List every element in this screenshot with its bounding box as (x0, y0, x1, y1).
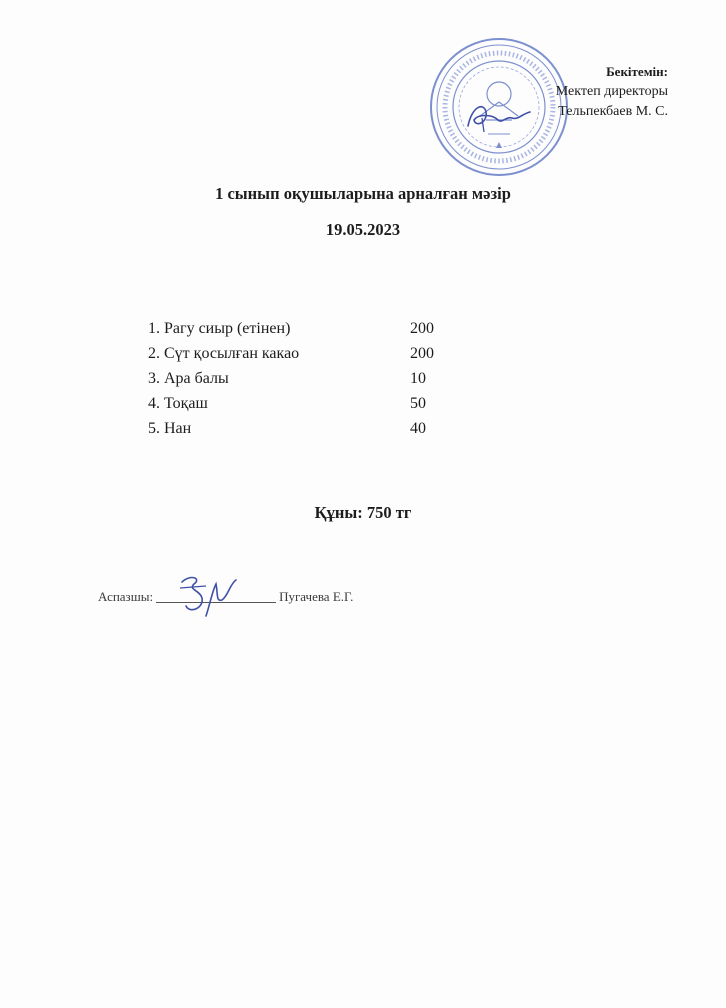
menu-item-qty: 200 (410, 345, 434, 362)
document-date: 19.05.2023 (325, 220, 401, 239)
approval-heading: Бекітемін: (606, 64, 668, 79)
menu-item-qty: 40 (410, 420, 426, 437)
menu-item (148, 416, 448, 441)
menu-item (148, 341, 448, 366)
menu-item-name: 5. Нан (148, 420, 192, 437)
cook-label: Аспазшы: (98, 589, 154, 604)
approval-name: Тельпекбаев М. С. (558, 104, 668, 119)
menu-item-qty: 200 (410, 320, 434, 337)
menu-item (148, 391, 448, 416)
menu-item (148, 366, 448, 391)
director-signature-icon (462, 96, 534, 136)
document-title: 1 сынып оқушыларына арналған мәзір (215, 184, 511, 203)
cook-signature-icon (172, 570, 248, 620)
approval-block (556, 62, 668, 122)
menu-item-qty: 50 (410, 395, 426, 412)
menu-item-name: 2. Сүт қосылған какао (148, 345, 300, 362)
approval-position: Мектеп директоры (555, 84, 668, 99)
menu-item-name: 1. Рагу сиыр (етінен) (148, 320, 291, 337)
cook-name: Пугачева Е.Г. (279, 589, 354, 604)
menu-item-name: 4. Тоқаш (148, 395, 208, 412)
menu-item (148, 316, 448, 341)
menu-item-qty: 10 (410, 370, 426, 387)
menu-item-name: 3. Ара балы (148, 370, 229, 387)
price-label: Құны: 750 тг (314, 503, 412, 522)
menu-list (148, 316, 448, 441)
